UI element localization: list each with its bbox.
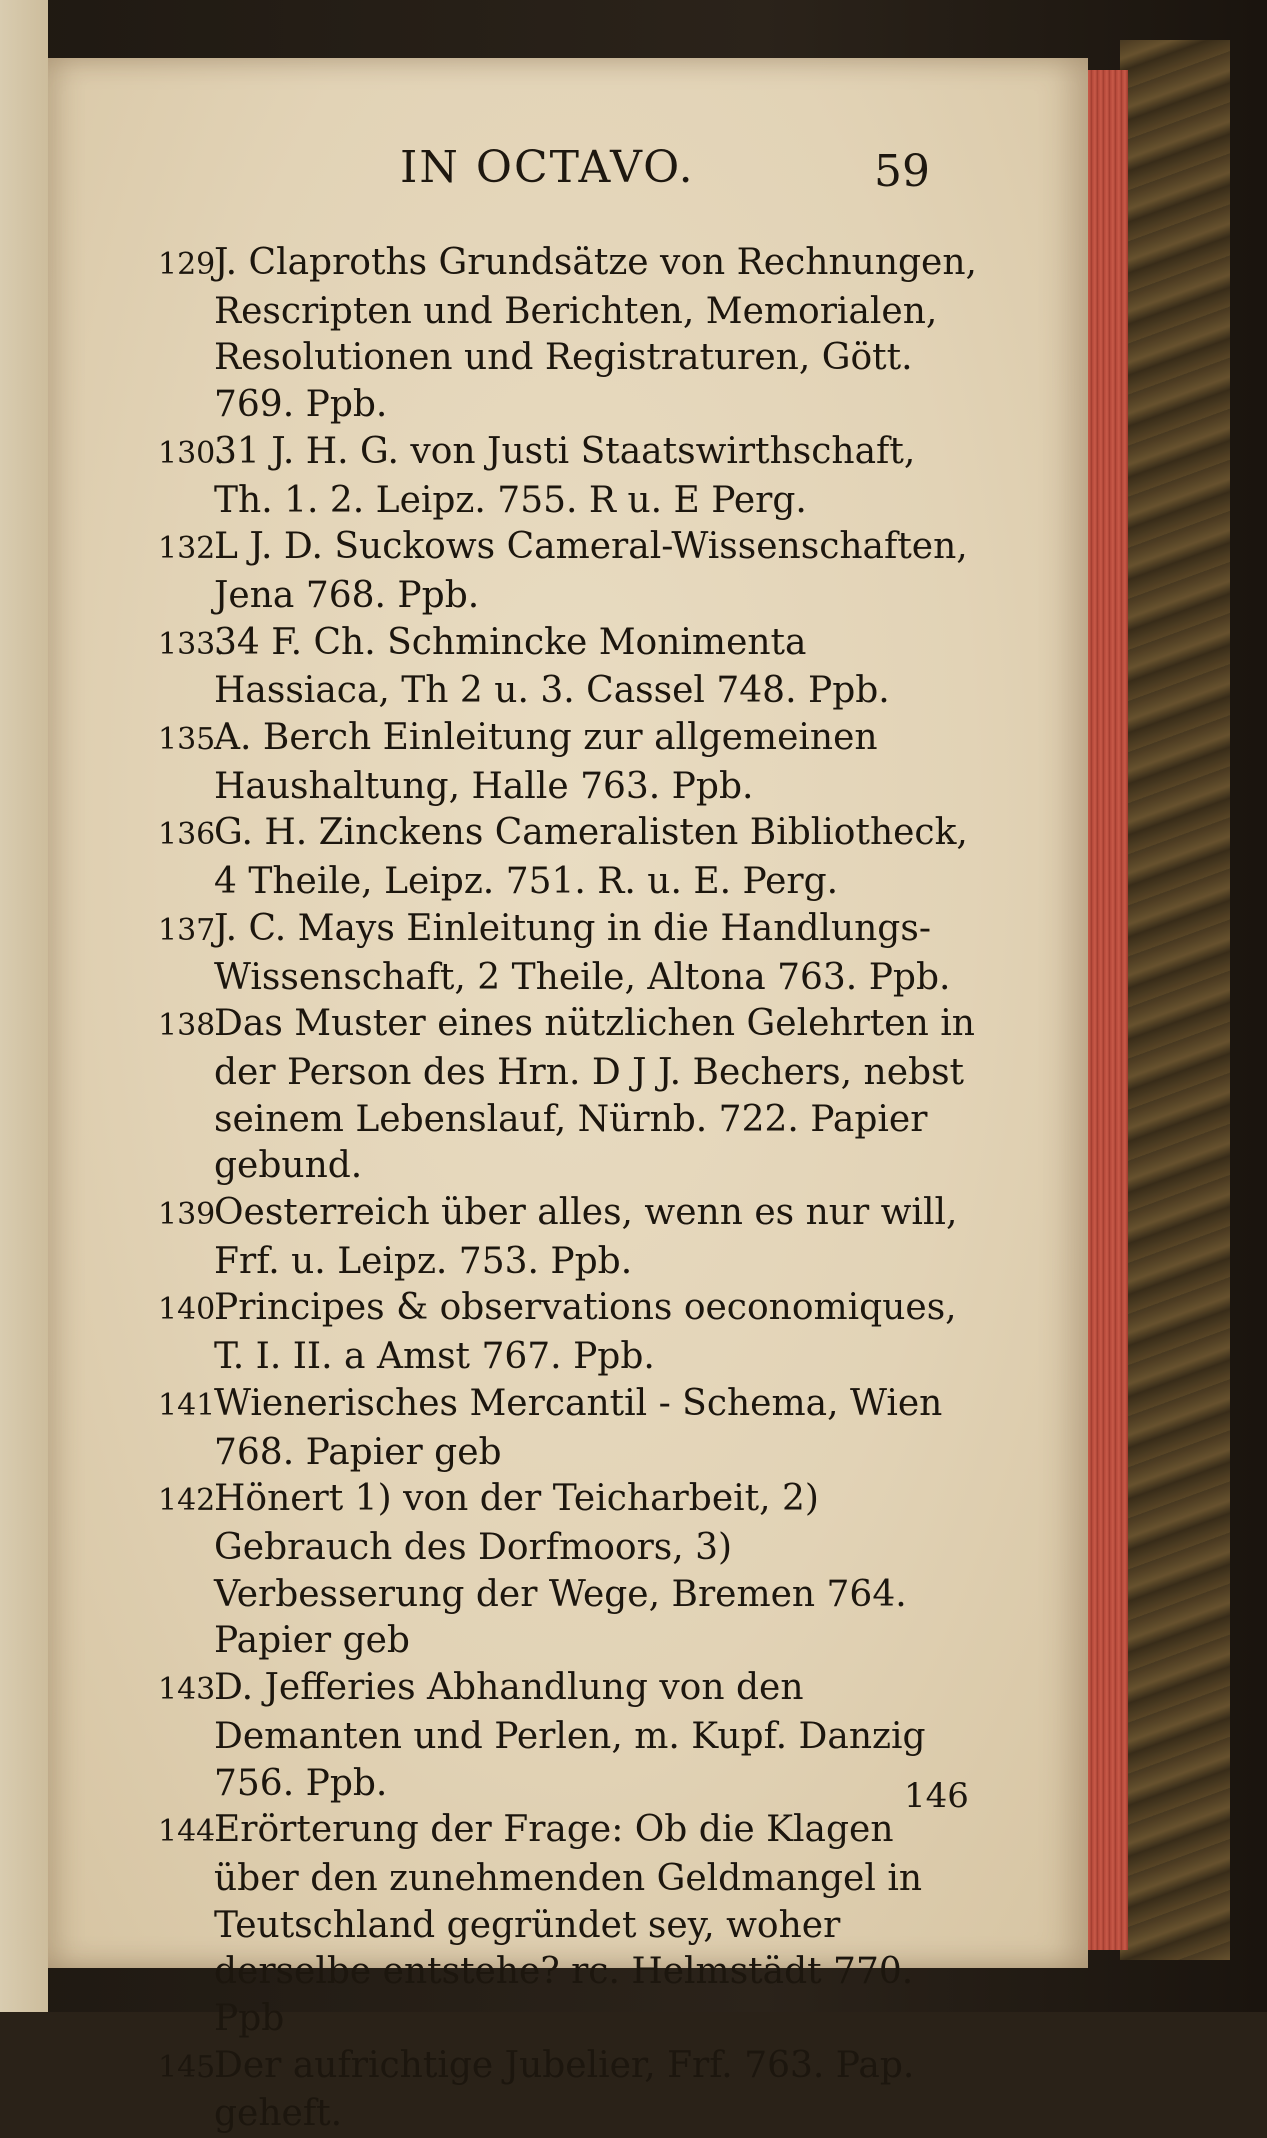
- catchword: 146: [904, 1776, 969, 1816]
- catalog-entry: [158, 1476, 978, 1665]
- entry-text: Principes & observations oeconomiques, T. I. II. a Amst 767. Ppb.: [214, 1287, 957, 1378]
- catalog-entry: [158, 1190, 978, 1285]
- entry-number: 140: [158, 1292, 216, 1328]
- entry-text: 31 J. H. G. von Justi Staatswirthschaft, Th. 1. 2. Leipz. 755. R u. E Perg.: [214, 430, 916, 521]
- entry-number: 138: [158, 1008, 216, 1044]
- catalog-entry: [158, 2043, 978, 2138]
- entry-text: Erörterung der Frage: Ob die Klagen über den zunehmenden Geldmangel in Teutschland gegründet sey, woher derselbe entstehe? rc. Helmstädt 770. Ppb: [214, 1809, 923, 2040]
- catalog-entry: [158, 906, 978, 1001]
- entry-text: G. H. Zinckens Cameralisten Bibliotheck, 4 Theile, Leipz. 751. R. u. E. Perg.: [214, 812, 968, 903]
- entry-number: 144: [158, 1814, 216, 1850]
- entry-text: Das Muster eines nützlichen Gelehrten in der Person des Hrn. D J J. Bechers, nebst seinem Lebenslauf, Nürnb. 722. Papier gebund.: [214, 1003, 975, 1187]
- catalog-entries: [158, 240, 978, 2138]
- entry-number: 141: [158, 1387, 216, 1423]
- entry-text: Wienerisches Mercantil - Schema, Wien 768. Papier geb: [214, 1382, 943, 1473]
- entry-text: Oesterreich über alles, wenn es nur will, Frf. u. Leipz. 753. Ppb.: [214, 1192, 958, 1282]
- catalog-entry: [158, 1001, 978, 1190]
- entry-number: 136: [158, 817, 216, 853]
- running-head: IN OCTAVO.: [400, 142, 695, 193]
- page-number: 59: [874, 146, 930, 197]
- left-gutter: [0, 0, 48, 2012]
- catalog-entry: [158, 429, 978, 524]
- book-cover-edge: [1120, 40, 1230, 1960]
- entry-text: Hönert 1) von der Teicharbeit, 2) Gebrauch des Dorfmoors, 3) Verbesserung der Wege, Bremen 764. Papier geb: [214, 1478, 907, 1662]
- catalog-entry: [158, 715, 978, 810]
- entry-number: 130.: [158, 435, 225, 471]
- entry-number: 133.: [158, 626, 225, 662]
- entry-text: L J. D. Suckows Cameral-Wissenschaften, Jena 768. Ppb.: [214, 526, 968, 616]
- entry-text: A. Berch Einleitung zur allgemeinen Haushaltung, Halle 763. Ppb.: [214, 717, 878, 807]
- entry-text: Der aufrichtige Jubelier, Frf. 763. Pap. geheft.: [214, 2044, 915, 2135]
- entry-number: 143: [158, 1672, 216, 1708]
- catalog-entry: [158, 1381, 978, 1476]
- entry-number: 142: [158, 1483, 216, 1519]
- entry-text: 34 F. Ch. Schmincke Monimenta Hassiaca, Th 2 u. 3. Cassel 748. Ppb.: [214, 621, 890, 712]
- entry-text: D. Jefferies Abhandlung von den Demanten und Perlen, m. Kupf. Danzig 756. Ppb.: [214, 1667, 926, 1804]
- entry-text: J. C. Mays Einleitung in die Handlungs-Wissenschaft, 2 Theile, Altona 763. Ppb.: [214, 907, 951, 998]
- entry-number: 145: [158, 2049, 216, 2085]
- entry-number: 137: [158, 912, 216, 948]
- entry-number: 129: [158, 247, 216, 282]
- catalog-entry: [158, 1285, 978, 1380]
- catalog-entry: [158, 810, 978, 905]
- catalog-entry: [158, 620, 978, 715]
- catalog-entry: [158, 240, 978, 429]
- catalog-entry: [158, 1665, 978, 1807]
- entry-number: 135: [158, 722, 216, 758]
- entry-number: 139: [158, 1197, 216, 1233]
- catalog-entry: [158, 524, 978, 619]
- entry-number: 132: [158, 531, 216, 567]
- entry-text: J. Claproths Grundsätze von Rechnungen, Rescripten und Berichten, Memorialen, Resolutionen und Registraturen, Gött. 769. Ppb.: [214, 242, 977, 426]
- catalog-entry: [158, 1807, 978, 2043]
